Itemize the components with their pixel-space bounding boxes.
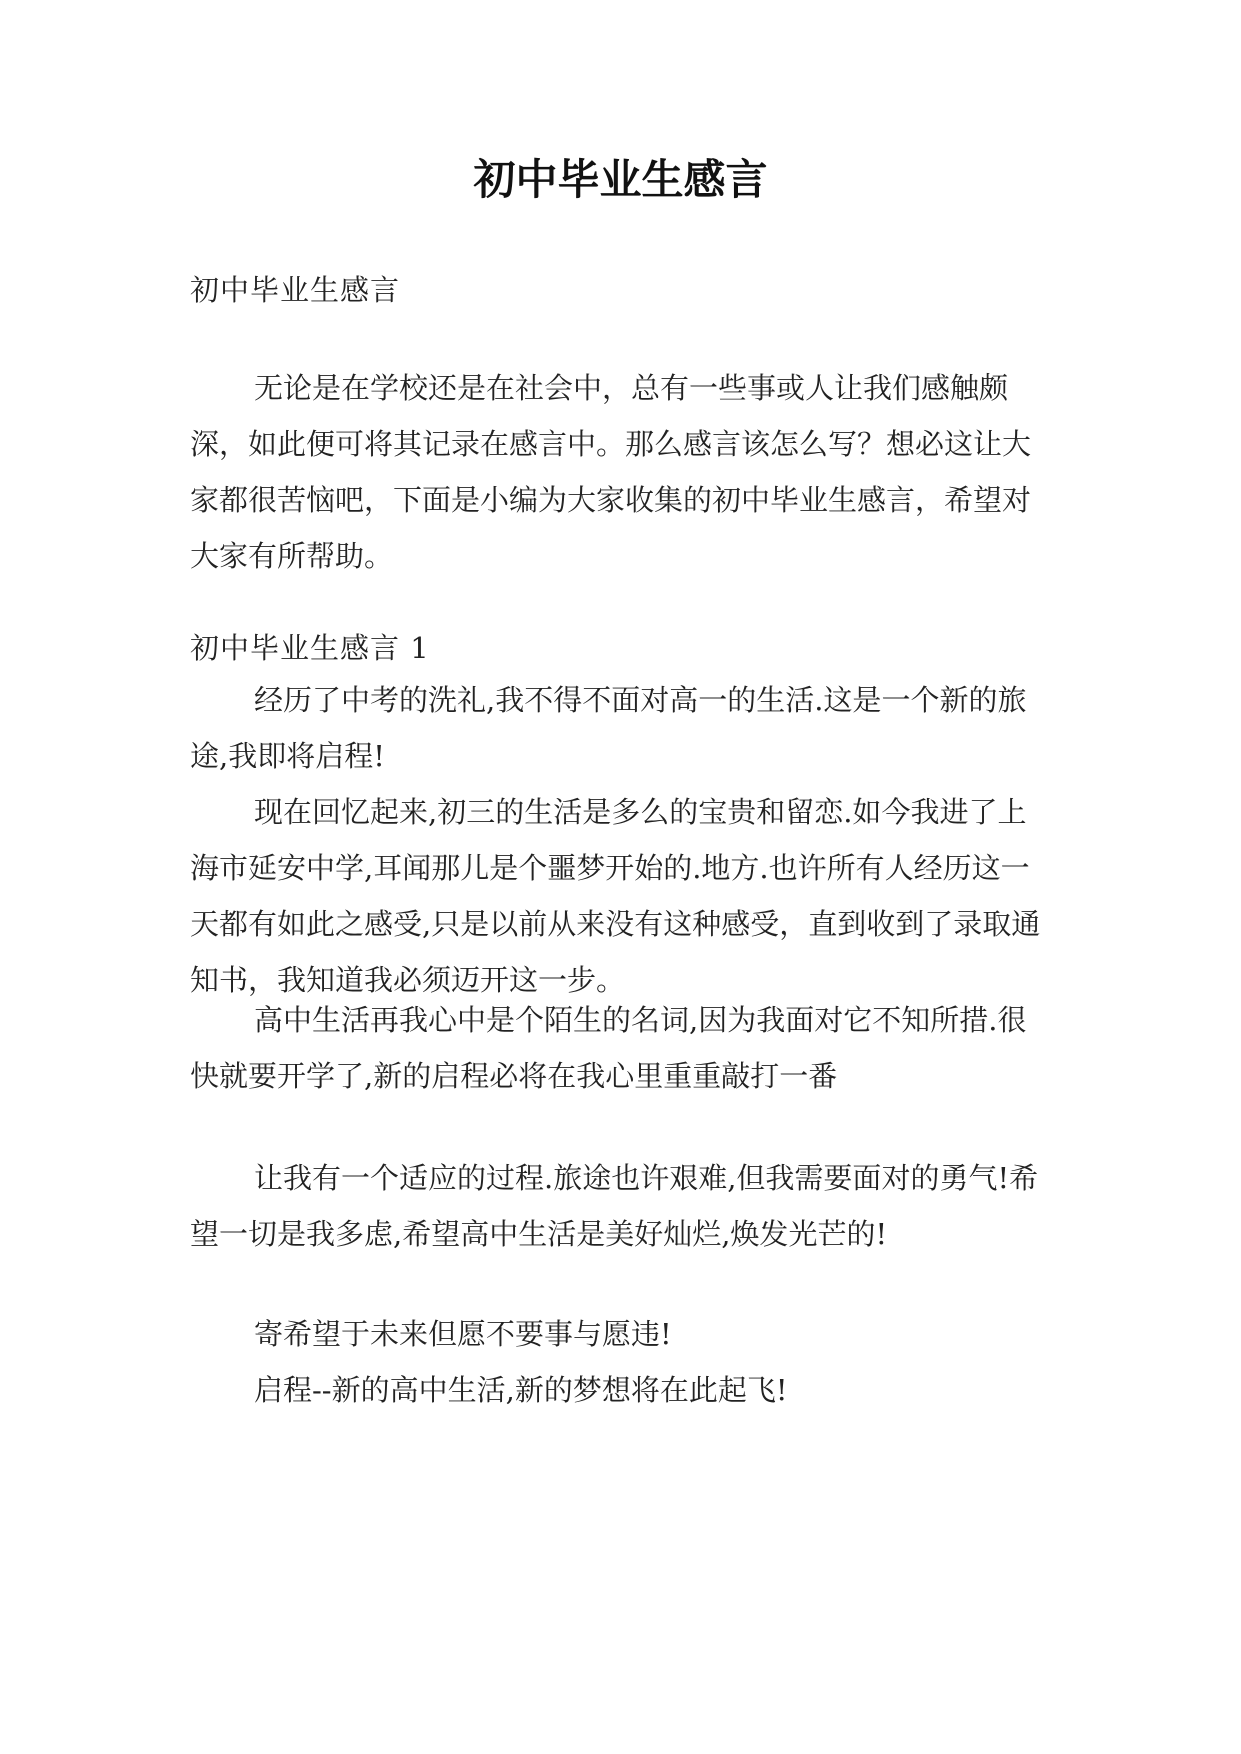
- body-paragraph-6: 启程--新的高中生活,新的梦想将在此起飞!: [254, 1373, 788, 1407]
- body-paragraph-5: 寄希望于未来但愿不要事与愿违!: [254, 1317, 672, 1351]
- section-heading: 初中毕业生感言 1: [190, 631, 430, 665]
- body-paragraph-1: 经历了中考的洗礼,我不得不面对高一的生活.这是一个新的旅途,我即将启程!: [190, 683, 1027, 773]
- body-paragraph-2: 现在回忆起来,初三的生活是多么的宝贵和留恋.如今我进了上海市延安中学,耳闻那儿是个噩梦开始的.地方.也许所有人经历这一天都有如此之感受,只是以前从来没有这种感受，直到收到了录取通知书，我知道我必须迈开这一步。: [190, 795, 1041, 997]
- intro-paragraph: 无论是在学校还是在社会中，总有一些事或人让我们感触颇深，如此便可将其记录在感言中。那么感言该怎么写？想必这让大家都很苦恼吧，下面是小编为大家收集的初中毕业生感言，希望对大家有所帮助。: [190, 371, 1032, 573]
- body-paragraph-4: 让我有一个适应的过程.旅途也许艰难,但我需要面对的勇气!希望一切是我多虑,希望高中生活是美好灿烂,焕发光芒的!: [190, 1161, 1039, 1251]
- document-title: 初中毕业生感言: [473, 155, 768, 204]
- body-paragraph-3: 高中生活再我心中是个陌生的名词,因为我面对它不知所措.很快就要开学了,新的启程必将在我心里重重敲打一番: [190, 1003, 1027, 1093]
- document-subtitle: 初中毕业生感言: [190, 273, 401, 307]
